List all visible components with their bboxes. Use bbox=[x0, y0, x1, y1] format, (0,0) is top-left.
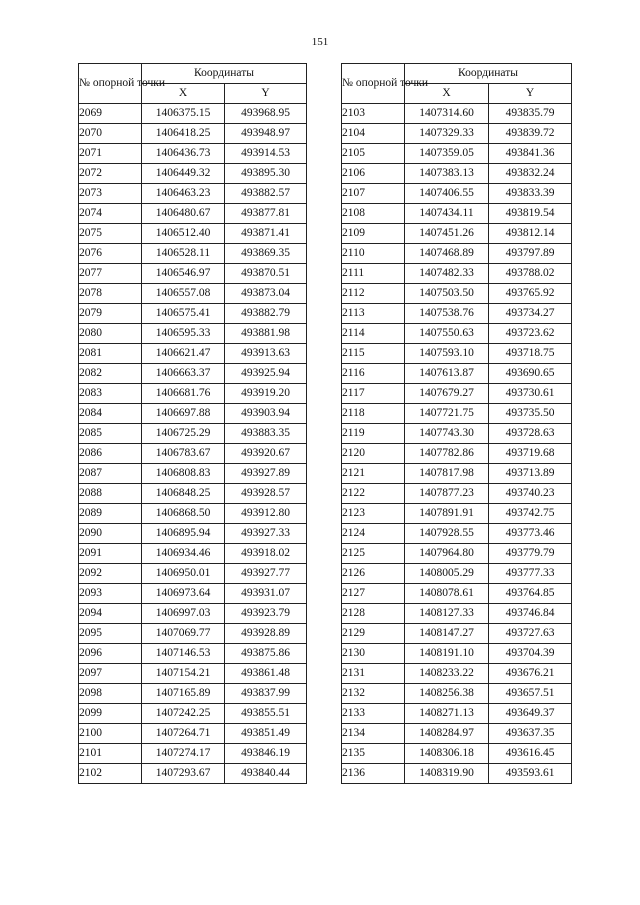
page-number: 151 bbox=[311, 36, 329, 48]
x-coordinate-cell: 1406697.88 bbox=[142, 404, 225, 424]
table-row bbox=[342, 764, 572, 784]
y-coordinate-cell: 493931.07 bbox=[225, 584, 307, 604]
x-coordinate-cell: 1408256.38 bbox=[405, 684, 489, 704]
x-coordinate-cell: 1407679.27 bbox=[405, 384, 489, 404]
y-coordinate-cell: 493841.36 bbox=[489, 144, 572, 164]
x-coordinate-cell: 1406528.11 bbox=[142, 244, 225, 264]
point-number-cell: 2071 bbox=[79, 144, 142, 164]
table-row bbox=[79, 204, 307, 224]
x-coordinate-cell: 1408191.10 bbox=[405, 644, 489, 664]
point-number-cell: 2075 bbox=[79, 224, 142, 244]
table-row bbox=[79, 704, 307, 724]
point-number-cell: 2095 bbox=[79, 624, 142, 644]
x-coordinate-cell: 1408078.61 bbox=[405, 584, 489, 604]
table-row bbox=[342, 104, 572, 124]
table-row bbox=[79, 284, 307, 304]
y-header: Y bbox=[489, 84, 572, 104]
point-number-cell: 2099 bbox=[79, 704, 142, 724]
point-number-cell: 2090 bbox=[79, 524, 142, 544]
table-row bbox=[342, 704, 572, 724]
x-coordinate-cell: 1407146.53 bbox=[142, 644, 225, 664]
table-row bbox=[79, 744, 307, 764]
y-coordinate-cell: 493764.85 bbox=[489, 584, 572, 604]
y-coordinate-cell: 493676.21 bbox=[489, 664, 572, 684]
y-coordinate-cell: 493718.75 bbox=[489, 344, 572, 364]
y-coordinate-cell: 493593.61 bbox=[489, 764, 572, 784]
point-number-cell: 2092 bbox=[79, 564, 142, 584]
point-number-cell: 2134 bbox=[342, 724, 405, 744]
table-row bbox=[342, 404, 572, 424]
y-coordinate-cell: 493925.94 bbox=[225, 364, 307, 384]
coordinates-table-left bbox=[78, 63, 307, 784]
table-row bbox=[79, 504, 307, 524]
table-row bbox=[79, 684, 307, 704]
y-coordinate-cell: 493855.51 bbox=[225, 704, 307, 724]
table-row bbox=[79, 164, 307, 184]
x-coordinate-cell: 1406725.29 bbox=[142, 424, 225, 444]
y-coordinate-cell: 493812.14 bbox=[489, 224, 572, 244]
table-row bbox=[342, 444, 572, 464]
y-coordinate-cell: 493851.49 bbox=[225, 724, 307, 744]
point-number-cell: 2104 bbox=[342, 124, 405, 144]
point-number-cell: 2130 bbox=[342, 644, 405, 664]
point-number-cell: 2069 bbox=[79, 104, 142, 124]
point-number-cell: 2080 bbox=[79, 324, 142, 344]
x-coordinate-cell: 1407877.23 bbox=[405, 484, 489, 504]
point-number-cell: 2100 bbox=[79, 724, 142, 744]
point-number-cell: 2070 bbox=[79, 124, 142, 144]
table-row bbox=[342, 164, 572, 184]
table-row bbox=[342, 224, 572, 244]
y-coordinate-cell: 493927.89 bbox=[225, 464, 307, 484]
x-coordinate-cell: 1407613.87 bbox=[405, 364, 489, 384]
table-row bbox=[342, 364, 572, 384]
point-number-cell: 2124 bbox=[342, 524, 405, 544]
x-coordinate-cell: 1407165.89 bbox=[142, 684, 225, 704]
x-coordinate-cell: 1406436.73 bbox=[142, 144, 225, 164]
y-coordinate-cell: 493727.63 bbox=[489, 624, 572, 644]
y-coordinate-cell: 493839.72 bbox=[489, 124, 572, 144]
x-coordinate-cell: 1408284.97 bbox=[405, 724, 489, 744]
y-coordinate-cell: 493883.35 bbox=[225, 424, 307, 444]
y-coordinate-cell: 493742.75 bbox=[489, 504, 572, 524]
point-number-cell: 2129 bbox=[342, 624, 405, 644]
y-coordinate-cell: 493777.33 bbox=[489, 564, 572, 584]
y-coordinate-cell: 493832.24 bbox=[489, 164, 572, 184]
table-row bbox=[342, 264, 572, 284]
y-coordinate-cell: 493927.33 bbox=[225, 524, 307, 544]
table-row bbox=[342, 624, 572, 644]
y-coordinate-cell: 493871.41 bbox=[225, 224, 307, 244]
table-row bbox=[79, 404, 307, 424]
y-coordinate-cell: 493895.30 bbox=[225, 164, 307, 184]
point-number-cell: 2114 bbox=[342, 324, 405, 344]
point-number-cell: 2122 bbox=[342, 484, 405, 504]
x-coordinate-cell: 1406934.46 bbox=[142, 544, 225, 564]
x-coordinate-cell: 1407383.13 bbox=[405, 164, 489, 184]
table-row bbox=[79, 484, 307, 504]
x-coordinate-cell: 1407817.98 bbox=[405, 464, 489, 484]
point-number-cell: 2116 bbox=[342, 364, 405, 384]
point-number-cell: 2082 bbox=[79, 364, 142, 384]
table-row bbox=[342, 684, 572, 704]
coordinates-header: Координаты bbox=[142, 64, 307, 84]
table-row bbox=[79, 464, 307, 484]
table-row bbox=[342, 124, 572, 144]
table-row bbox=[342, 504, 572, 524]
y-coordinate-cell: 493819.54 bbox=[489, 204, 572, 224]
x-coordinate-cell: 1407314.60 bbox=[405, 104, 489, 124]
y-coordinate-cell: 493928.57 bbox=[225, 484, 307, 504]
y-coordinate-cell: 493833.39 bbox=[489, 184, 572, 204]
y-coordinate-cell: 493875.86 bbox=[225, 644, 307, 664]
point-number-cell: 2125 bbox=[342, 544, 405, 564]
x-coordinate-cell: 1407482.33 bbox=[405, 264, 489, 284]
y-coordinate-cell: 493846.19 bbox=[225, 744, 307, 764]
table-row bbox=[342, 584, 572, 604]
y-coordinate-cell: 493948.97 bbox=[225, 124, 307, 144]
x-coordinate-cell: 1406895.94 bbox=[142, 524, 225, 544]
table-row bbox=[342, 144, 572, 164]
table-row bbox=[79, 544, 307, 564]
x-coordinate-cell: 1407154.21 bbox=[142, 664, 225, 684]
y-coordinate-cell: 493873.04 bbox=[225, 284, 307, 304]
x-coordinate-cell: 1408306.18 bbox=[405, 744, 489, 764]
table-row bbox=[342, 184, 572, 204]
point-number-cell: 2108 bbox=[342, 204, 405, 224]
point-number-cell: 2081 bbox=[79, 344, 142, 364]
point-number-cell: 2091 bbox=[79, 544, 142, 564]
x-coordinate-cell: 1408147.27 bbox=[405, 624, 489, 644]
x-coordinate-cell: 1406595.33 bbox=[142, 324, 225, 344]
table-row bbox=[79, 584, 307, 604]
table-row bbox=[342, 484, 572, 504]
point-number-cell: 2072 bbox=[79, 164, 142, 184]
y-coordinate-cell: 493797.89 bbox=[489, 244, 572, 264]
x-coordinate-cell: 1406868.50 bbox=[142, 504, 225, 524]
point-number-cell: 2096 bbox=[79, 644, 142, 664]
table-row bbox=[342, 244, 572, 264]
y-coordinate-cell: 493719.68 bbox=[489, 444, 572, 464]
point-number-cell: 2074 bbox=[79, 204, 142, 224]
point-number-cell: 2121 bbox=[342, 464, 405, 484]
table-row bbox=[79, 384, 307, 404]
y-coordinate-cell: 493735.50 bbox=[489, 404, 572, 424]
point-number-cell: 2127 bbox=[342, 584, 405, 604]
table-row bbox=[79, 424, 307, 444]
point-number-cell: 2135 bbox=[342, 744, 405, 764]
y-coordinate-cell: 493779.79 bbox=[489, 544, 572, 564]
point-number-cell: 2097 bbox=[79, 664, 142, 684]
point-number-cell: 2102 bbox=[79, 764, 142, 784]
point-number-cell: 2089 bbox=[79, 504, 142, 524]
x-coordinate-cell: 1407782.86 bbox=[405, 444, 489, 464]
x-coordinate-cell: 1407264.71 bbox=[142, 724, 225, 744]
x-coordinate-cell: 1406621.47 bbox=[142, 344, 225, 364]
point-number-header: № опорной точки bbox=[342, 64, 405, 104]
coordinates-table-right bbox=[341, 63, 572, 784]
table-row bbox=[342, 744, 572, 764]
table-body-left bbox=[79, 104, 307, 784]
point-number-cell: 2131 bbox=[342, 664, 405, 684]
table-row bbox=[342, 664, 572, 684]
table-row bbox=[342, 524, 572, 544]
table-row bbox=[342, 644, 572, 664]
table-row bbox=[79, 724, 307, 744]
point-number-cell: 2077 bbox=[79, 264, 142, 284]
x-coordinate-cell: 1407406.55 bbox=[405, 184, 489, 204]
y-coordinate-cell: 493869.35 bbox=[225, 244, 307, 264]
y-coordinate-cell: 493861.48 bbox=[225, 664, 307, 684]
point-number-cell: 2132 bbox=[342, 684, 405, 704]
table-row bbox=[342, 344, 572, 364]
x-coordinate-cell: 1408127.33 bbox=[405, 604, 489, 624]
y-coordinate-cell: 493713.89 bbox=[489, 464, 572, 484]
x-coordinate-cell: 1406480.67 bbox=[142, 204, 225, 224]
table-row bbox=[79, 444, 307, 464]
x-coordinate-cell: 1407721.75 bbox=[405, 404, 489, 424]
table-row bbox=[79, 124, 307, 144]
x-coordinate-cell: 1407293.67 bbox=[142, 764, 225, 784]
y-coordinate-cell: 493928.89 bbox=[225, 624, 307, 644]
x-coordinate-cell: 1406663.37 bbox=[142, 364, 225, 384]
point-number-cell: 2117 bbox=[342, 384, 405, 404]
table-row bbox=[79, 304, 307, 324]
x-coordinate-cell: 1407550.63 bbox=[405, 324, 489, 344]
table-row bbox=[79, 364, 307, 384]
table-row bbox=[342, 284, 572, 304]
x-coordinate-cell: 1407242.25 bbox=[142, 704, 225, 724]
x-coordinate-cell: 1406997.03 bbox=[142, 604, 225, 624]
table-row bbox=[79, 104, 307, 124]
point-number-cell: 2076 bbox=[79, 244, 142, 264]
point-number-cell: 2093 bbox=[79, 584, 142, 604]
table-row bbox=[79, 264, 307, 284]
x-coordinate-cell: 1407069.77 bbox=[142, 624, 225, 644]
y-coordinate-cell: 493913.63 bbox=[225, 344, 307, 364]
table-row bbox=[342, 724, 572, 744]
point-number-cell: 2126 bbox=[342, 564, 405, 584]
table-row bbox=[342, 564, 572, 584]
y-coordinate-cell: 493740.23 bbox=[489, 484, 572, 504]
point-number-cell: 2119 bbox=[342, 424, 405, 444]
point-number-cell: 2136 bbox=[342, 764, 405, 784]
y-coordinate-cell: 493918.02 bbox=[225, 544, 307, 564]
x-coordinate-cell: 1407891.91 bbox=[405, 504, 489, 524]
point-number-cell: 2123 bbox=[342, 504, 405, 524]
table-row bbox=[79, 344, 307, 364]
table-row bbox=[342, 604, 572, 624]
x-coordinate-cell: 1406557.08 bbox=[142, 284, 225, 304]
y-header: Y bbox=[225, 84, 307, 104]
point-number-cell: 2101 bbox=[79, 744, 142, 764]
table-row bbox=[79, 604, 307, 624]
table-row bbox=[79, 564, 307, 584]
y-coordinate-cell: 493882.79 bbox=[225, 304, 307, 324]
x-header: X bbox=[142, 84, 225, 104]
point-number-cell: 2088 bbox=[79, 484, 142, 504]
table-row bbox=[79, 144, 307, 164]
table-row bbox=[79, 644, 307, 664]
y-coordinate-cell: 493923.79 bbox=[225, 604, 307, 624]
x-coordinate-cell: 1406808.83 bbox=[142, 464, 225, 484]
y-coordinate-cell: 493723.62 bbox=[489, 324, 572, 344]
table-row bbox=[342, 544, 572, 564]
y-coordinate-cell: 493704.39 bbox=[489, 644, 572, 664]
point-number-cell: 2111 bbox=[342, 264, 405, 284]
x-coordinate-cell: 1407928.55 bbox=[405, 524, 489, 544]
point-number-cell: 2085 bbox=[79, 424, 142, 444]
y-coordinate-cell: 493870.51 bbox=[225, 264, 307, 284]
table-row bbox=[342, 424, 572, 444]
y-coordinate-cell: 493728.63 bbox=[489, 424, 572, 444]
x-coordinate-cell: 1408319.90 bbox=[405, 764, 489, 784]
point-number-cell: 2133 bbox=[342, 704, 405, 724]
y-coordinate-cell: 493835.79 bbox=[489, 104, 572, 124]
y-coordinate-cell: 493840.44 bbox=[225, 764, 307, 784]
point-number-cell: 2084 bbox=[79, 404, 142, 424]
table-row bbox=[342, 304, 572, 324]
y-coordinate-cell: 493968.95 bbox=[225, 104, 307, 124]
point-number-cell: 2083 bbox=[79, 384, 142, 404]
point-number-cell: 2106 bbox=[342, 164, 405, 184]
y-coordinate-cell: 493734.27 bbox=[489, 304, 572, 324]
table-row bbox=[79, 324, 307, 344]
point-number-cell: 2079 bbox=[79, 304, 142, 324]
x-coordinate-cell: 1407538.76 bbox=[405, 304, 489, 324]
point-number-cell: 2110 bbox=[342, 244, 405, 264]
y-coordinate-cell: 493788.02 bbox=[489, 264, 572, 284]
y-coordinate-cell: 493730.61 bbox=[489, 384, 572, 404]
x-header: X bbox=[405, 84, 489, 104]
point-number-cell: 2113 bbox=[342, 304, 405, 324]
x-coordinate-cell: 1407359.05 bbox=[405, 144, 489, 164]
x-coordinate-cell: 1406783.67 bbox=[142, 444, 225, 464]
point-number-cell: 2078 bbox=[79, 284, 142, 304]
y-coordinate-cell: 493746.84 bbox=[489, 604, 572, 624]
x-coordinate-cell: 1408233.22 bbox=[405, 664, 489, 684]
x-coordinate-cell: 1408005.29 bbox=[405, 564, 489, 584]
x-coordinate-cell: 1407274.17 bbox=[142, 744, 225, 764]
point-number-cell: 2105 bbox=[342, 144, 405, 164]
point-number-cell: 2094 bbox=[79, 604, 142, 624]
x-coordinate-cell: 1407743.30 bbox=[405, 424, 489, 444]
y-coordinate-cell: 493837.99 bbox=[225, 684, 307, 704]
y-coordinate-cell: 493912.80 bbox=[225, 504, 307, 524]
y-coordinate-cell: 493765.92 bbox=[489, 284, 572, 304]
point-number-cell: 2086 bbox=[79, 444, 142, 464]
table-row bbox=[79, 224, 307, 244]
x-coordinate-cell: 1407964.80 bbox=[405, 544, 489, 564]
x-coordinate-cell: 1406950.01 bbox=[142, 564, 225, 584]
x-coordinate-cell: 1406449.32 bbox=[142, 164, 225, 184]
point-number-cell: 2115 bbox=[342, 344, 405, 364]
x-coordinate-cell: 1407468.89 bbox=[405, 244, 489, 264]
x-coordinate-cell: 1406848.25 bbox=[142, 484, 225, 504]
table-row bbox=[342, 384, 572, 404]
y-coordinate-cell: 493657.51 bbox=[489, 684, 572, 704]
x-coordinate-cell: 1406681.76 bbox=[142, 384, 225, 404]
table-row bbox=[79, 524, 307, 544]
y-coordinate-cell: 493690.65 bbox=[489, 364, 572, 384]
table-row bbox=[79, 184, 307, 204]
point-number-header: № опорной точки bbox=[79, 64, 142, 104]
point-number-cell: 2103 bbox=[342, 104, 405, 124]
table-row bbox=[342, 464, 572, 484]
point-number-cell: 2107 bbox=[342, 184, 405, 204]
table-row bbox=[79, 764, 307, 784]
x-coordinate-cell: 1407434.11 bbox=[405, 204, 489, 224]
x-coordinate-cell: 1406512.40 bbox=[142, 224, 225, 244]
table-row bbox=[342, 204, 572, 224]
y-coordinate-cell: 493919.20 bbox=[225, 384, 307, 404]
point-number-cell: 2112 bbox=[342, 284, 405, 304]
table-row bbox=[79, 664, 307, 684]
table-body-right bbox=[342, 104, 572, 784]
point-number-cell: 2120 bbox=[342, 444, 405, 464]
x-coordinate-cell: 1406575.41 bbox=[142, 304, 225, 324]
point-number-cell: 2073 bbox=[79, 184, 142, 204]
x-coordinate-cell: 1407329.33 bbox=[405, 124, 489, 144]
coordinates-header: Координаты bbox=[405, 64, 572, 84]
x-coordinate-cell: 1407503.50 bbox=[405, 284, 489, 304]
y-coordinate-cell: 493914.53 bbox=[225, 144, 307, 164]
y-coordinate-cell: 493877.81 bbox=[225, 204, 307, 224]
x-coordinate-cell: 1407451.26 bbox=[405, 224, 489, 244]
x-coordinate-cell: 1406375.15 bbox=[142, 104, 225, 124]
x-coordinate-cell: 1406546.97 bbox=[142, 264, 225, 284]
x-coordinate-cell: 1406418.25 bbox=[142, 124, 225, 144]
point-number-cell: 2128 bbox=[342, 604, 405, 624]
y-coordinate-cell: 493773.46 bbox=[489, 524, 572, 544]
y-coordinate-cell: 493649.37 bbox=[489, 704, 572, 724]
table-row bbox=[342, 324, 572, 344]
point-number-cell: 2087 bbox=[79, 464, 142, 484]
y-coordinate-cell: 493920.67 bbox=[225, 444, 307, 464]
x-coordinate-cell: 1406463.23 bbox=[142, 184, 225, 204]
y-coordinate-cell: 493882.57 bbox=[225, 184, 307, 204]
y-coordinate-cell: 493637.35 bbox=[489, 724, 572, 744]
y-coordinate-cell: 493927.77 bbox=[225, 564, 307, 584]
point-number-cell: 2118 bbox=[342, 404, 405, 424]
x-coordinate-cell: 1407593.10 bbox=[405, 344, 489, 364]
point-number-cell: 2098 bbox=[79, 684, 142, 704]
x-coordinate-cell: 1408271.13 bbox=[405, 704, 489, 724]
table-row bbox=[79, 244, 307, 264]
y-coordinate-cell: 493616.45 bbox=[489, 744, 572, 764]
table-row bbox=[79, 624, 307, 644]
y-coordinate-cell: 493903.94 bbox=[225, 404, 307, 424]
x-coordinate-cell: 1406973.64 bbox=[142, 584, 225, 604]
point-number-cell: 2109 bbox=[342, 224, 405, 244]
y-coordinate-cell: 493881.98 bbox=[225, 324, 307, 344]
